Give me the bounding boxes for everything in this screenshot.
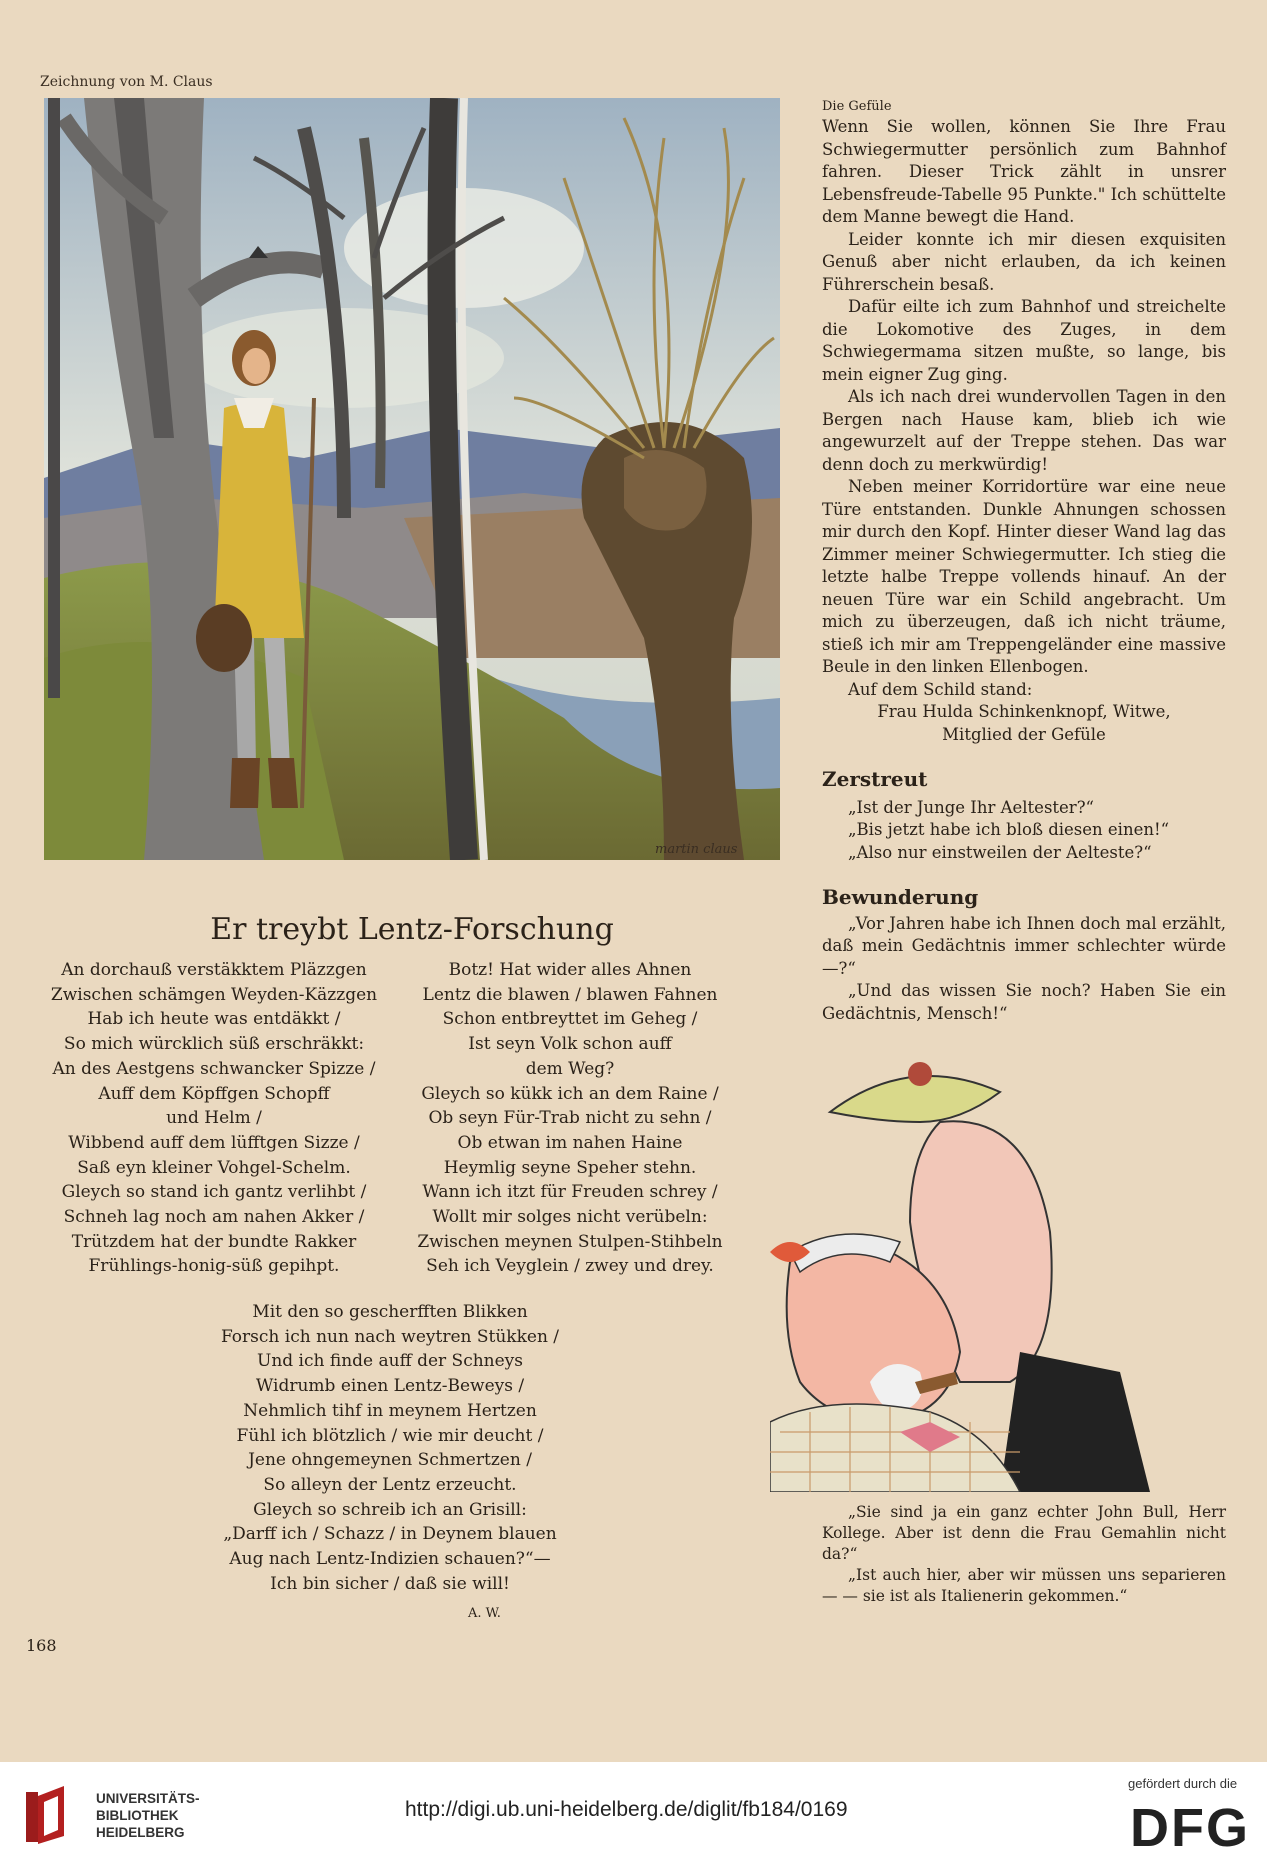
library-logo-icon	[24, 1784, 84, 1846]
story-paragraph: Neben meiner Korridortüre war eine neue Türe entstanden. Dunkle Ahnungen schossen mir durch den Kopf. Hinter dieser Wand lag das Zimmer meiner Schwiegermutter. Ich stieg die letzte halbe Treppe vollends hinauf. An der neuen Türe war ein Schild angebracht. Um mich zu überzeugen, daß ich nicht träume, stieß ich mir am Treppengeländer eine massive Beule in den linken Ellenbogen.	[822, 477, 1226, 676]
cartoon-caption	[822, 1502, 1226, 1607]
poem-line: Schon entbreyttet im Geheg /	[442, 1009, 698, 1030]
permalink[interactable]: http://digi.ub.uni-heidelberg.de/diglit/fb184/0169	[405, 1798, 848, 1821]
funding-note: gefördert durch die	[1128, 1776, 1238, 1791]
joke-line: „Vor Jahren habe ich Ihnen doch mal erzählt, daß mein Gedächtnis immer schlechter würde —?“	[822, 913, 1226, 978]
poem-line: Hab ich heute was entdäkkt /	[87, 1009, 341, 1030]
joke-line: „Also nur einstweilen der Aelteste?“	[848, 842, 1152, 862]
joke-bewunderung	[822, 886, 1226, 1025]
poem-line: Gleych so stand ich gantz verlihbt /	[61, 1182, 367, 1203]
poem-right-column	[400, 958, 740, 1279]
story-paragraph: Wenn Sie wollen, können Sie Ihre Frau Schwiegermutter persönlich zum Bahnhof fahren. Dieser Trick zählt in unsrer Lebensfreude-Tabelle 95 Punkte." Ich schüttelte dem Manne bewegt die Hand.	[822, 117, 1226, 226]
poem-line: An des Aestgens schwancker Spizze /	[52, 1058, 376, 1079]
story-paragraph: Als ich nach drei wundervollen Tagen in den Bergen nach Hause kam, blieb ich wie angewurzelt auf der Treppe stehen. Das war denn doch zu merkwürdig!	[822, 387, 1226, 474]
poem-line: Zwischen schämgen Weyden-Käzzgen	[50, 984, 378, 1005]
poem-line: Jene ohngemeynen Schmertzen /	[248, 1450, 532, 1471]
poem-line: Auff dem Köpffgen Schopff	[98, 1083, 330, 1104]
library-name-line: HEIDELBERG	[96, 1825, 185, 1840]
artist-signature: martin claus	[655, 842, 738, 857]
poem-line: Ich bin sicher / daß sie will!	[270, 1573, 510, 1594]
caption-line: „Ist auch hier, aber wir müssen uns separieren — — sie ist als Italienerin gekommen.“	[822, 1566, 1226, 1605]
right-column-story	[822, 98, 1226, 746]
poem-line: Nehmlich tihf in meynem Hertzen	[243, 1400, 537, 1421]
poem-line: Gleych so kükk ich an dem Raine /	[421, 1083, 719, 1104]
joke-line: „Und das wissen Sie noch? Haben Sie ein Gedächtnis, Mensch!“	[822, 981, 1226, 1023]
poem-line: Ist seyn Volk schon auff	[468, 1034, 672, 1055]
forest-illustration	[44, 98, 780, 860]
story-paragraph: Auf dem Schild stand:	[848, 679, 1033, 699]
poem-line: dem Weg?	[525, 1058, 615, 1079]
joke-heading: Zerstreut	[822, 767, 928, 791]
poem-line: An dorchauß verstäkktem Pläzzgen	[61, 960, 367, 980]
poem-line: Widrumb einen Lentz-Beweys /	[255, 1376, 525, 1397]
poem-line: Wollt mir solges nicht verübeln:	[432, 1207, 708, 1228]
poem-line: Wibbend auff dem lüfftgen Sizze /	[68, 1132, 360, 1153]
poem-line: Schneh lag noch am nahen Akker /	[63, 1207, 365, 1228]
poem-line: Fühl ich blötzlich / wie mir deucht /	[236, 1425, 544, 1446]
story-paragraph: Dafür eilte ich zum Bahnhof und streichelte die Lokomotive des Zuges, in dem Schwiegermama sitzen mußte, so lange, bis mein eigner Zug ging.	[822, 297, 1226, 384]
poem-final-stanza	[200, 1300, 580, 1596]
poem-line: Und ich finde auff der Schneys	[257, 1351, 523, 1372]
poem-line: Aug nach Lentz-Indizien schauen?“—	[229, 1549, 551, 1570]
poem-line: Gleych so schreib ich an Grisill:	[253, 1499, 527, 1520]
library-name-line: BIBLIOTHEK	[96, 1808, 179, 1823]
poem-line: Botz! Hat wider alles Ahnen	[448, 960, 692, 980]
poem-line: Wann ich itzt für Freuden schrey /	[422, 1182, 718, 1203]
poem-line: Heymlig seyne Speher stehn.	[443, 1157, 697, 1178]
poem-line: „Darff ich / Schazz / in Deynem blauen	[223, 1524, 557, 1545]
poem-line: Seh ich Veyglein / zwey und drey.	[426, 1256, 714, 1277]
poem-line: und Helm /	[166, 1108, 262, 1129]
poem-line: Zwischen meynen Stulpen-Stihbeln	[417, 1231, 723, 1252]
illustration-credit: Zeichnung von M. Claus	[40, 74, 213, 90]
poem-line: Frühlings-honig-süß gepihpt.	[88, 1256, 340, 1277]
joke-zerstreut	[822, 768, 1226, 864]
dfg-logo: DFG	[1130, 1798, 1250, 1858]
joke-line: „Bis jetzt habe ich bloß diesen einen!“	[848, 820, 1170, 839]
poem-line: Saß eyn kleiner Vohgel-Schelm.	[77, 1157, 351, 1178]
page-number: 168	[26, 1636, 57, 1655]
library-name-line: UNIVERSITÄTS-	[96, 1791, 200, 1806]
poem-line: Ob seyn Für-Trab nicht zu sehn /	[428, 1108, 712, 1129]
poem-line: Lentz die blawen / blawen Fahnen	[422, 984, 718, 1005]
poem-line: So mich würcklich süß erschräkkt:	[63, 1034, 365, 1055]
john-bull-cartoon	[770, 1052, 1210, 1492]
poem-left-column	[44, 958, 384, 1279]
poem-line: So alleyn der Lentz erzeucht.	[263, 1474, 517, 1495]
author-initials: A. W.	[468, 1606, 501, 1621]
poem-title: Er treybt Lentz-Forschung	[210, 912, 614, 947]
joke-line: „Ist der Junge Ihr Aeltester?“	[848, 797, 1094, 817]
sign-text: Frau Hulda Schinkenknopf, Witwe,	[877, 702, 1171, 721]
poem-line: Mit den so gescherfften Blikken	[252, 1302, 528, 1322]
joke-heading: Bewunderung	[822, 885, 979, 909]
story-heading: Die Gefüle	[822, 99, 892, 114]
footer-bar	[0, 1762, 1267, 1866]
sign-text: Mitglied der Gefüle	[942, 724, 1106, 744]
library-name	[96, 1790, 200, 1841]
caption-line: „Sie sind ja ein ganz echter John Bull, Herr Kollege. Aber ist denn die Frau Gemahlin nicht da?“	[822, 1503, 1226, 1563]
poem-line: Trützdem hat der bundte Rakker	[71, 1231, 357, 1252]
poem-line: Ob etwan im nahen Haine	[457, 1132, 683, 1153]
story-paragraph: Leider konnte ich mir diesen exquisiten Genuß aber nicht erlauben, da ich keinen Führerschein besaß.	[822, 229, 1226, 294]
poem-line: Forsch ich nun nach weytren Stükken /	[220, 1326, 560, 1347]
